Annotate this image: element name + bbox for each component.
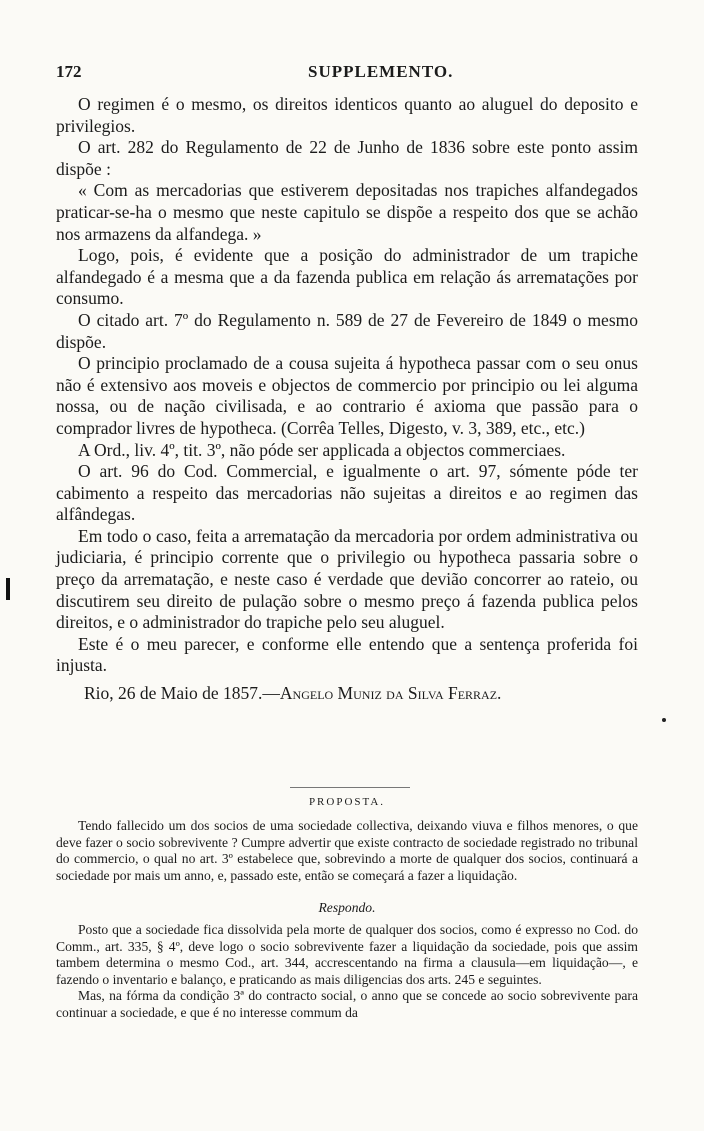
- resposta-text: [56, 922, 638, 1022]
- paragraph: Logo, pois, é evidente que a posição do administrador de um trapiche alfandegado é a mesma que a da fazenda publica em relação ás arrematações por consumo.: [56, 245, 638, 309]
- section-divider: [290, 787, 410, 788]
- signature-name: Angelo Muniz da Silva Ferraz.: [279, 683, 502, 704]
- paragraph: Este é o meu parecer, e conforme elle entendo que a sentença proferida foi injusta.: [56, 633, 638, 676]
- running-title: SUPPLEMENTO.: [308, 62, 454, 81]
- paragraph: Posto que a sociedade fica dissolvida pela morte de qualquer dos socios, como é expresso no Cod. do Comm., art. 335, § 4º, deve logo o socio sobrevivente fazer a liquidação da sociedade, pois que assim tambem determina o mesmo Cod., art. 344, accrescentando na firma a clausula—em liquidação—, e fazendo o inventario e balanço, e praticando as mais diligencias dos arts. 245 e seguintes.: [56, 922, 638, 987]
- proposta-text: [56, 818, 638, 884]
- paragraph: O principio proclamado de a cousa sujeita á hypotheca passar com o seu onus não é extensivo aos moveis e objectos de commercio por principio ou lei alguma nossa, ou de nação civilisada, e ao contrario é axioma que passão para o comprador livres de hypotheca. (Corrêa Telles, Digesto, v. 3, 389, etc., etc.): [56, 353, 638, 438]
- paragraph: O regimen é o mesmo, os direitos identicos quanto ao aluguel do deposito e privilegios.: [56, 94, 638, 136]
- paragraph: O art. 96 do Cod. Commercial, e igualmente o art. 97, sómente póde ter cabimento a respeito das mercadorias não sujeitas a direitos e ao regimen das alfândegas.: [56, 461, 638, 525]
- paragraph: Em todo o caso, feita a arrematação da mercadoria por ordem administrativa ou judiciaria, é principio corrente que o privilegio ou hypotheca passaria sobre o preço da arrematação, e neste caso é verdade que devião concorrer ao rateio, ou discutirem seu direito de pulação sobre o mesmo preço á fazenda publica pelos direitos, e o administrador do trapiche pelo seu aluguel.: [56, 525, 638, 633]
- paragraph: A Ord., liv. 4º, tit. 3º, não póde ser applicada a objectos commerciaes.: [78, 439, 566, 460]
- signature-place-date: Rio, 26 de Maio de 1857.—: [84, 683, 280, 704]
- signature-line: [56, 683, 638, 705]
- ink-dot: [662, 718, 666, 722]
- quotation-paragraph: « Com as mercadorias que estiverem depositadas nos trapiches alfandegados praticar-se-ha o mesmo que neste capitulo se dispõe a respeito dos que se achão nos armazens da alfandega. »: [56, 180, 638, 244]
- paragraph: Tendo fallecido um dos socios de uma sociedade collectiva, deixando viuva e filhos menores, o que deve fazer o socio sobrevivente ? Cumpre advertir que existe contracto de sociedade registrado no tribunal do commercio, o qual no art. 3º estabelece que, sobrevindo a morte de qualquer dos socios, continuará a sociedade por mais um anno, e, passado este, então se começará a fazer a liquidação.: [56, 818, 638, 883]
- paragraph: Mas, na fórma da condição 3ª do contracto social, o anno que se concede ao socio sobrevivente para continuar a sociedade, e que é no interesse commum da: [56, 988, 638, 1020]
- margin-mark: [6, 578, 10, 600]
- paragraph: O citado art. 7º do Regulamento n. 589 de 27 de Fevereiro de 1849 o mesmo dispõe.: [56, 309, 638, 352]
- opinion-text: [56, 94, 638, 705]
- page-number: 172: [56, 62, 82, 81]
- page-header: [56, 62, 636, 86]
- respondo-heading: Respondo.: [318, 900, 376, 915]
- proposta-heading: PROPOSTA.: [308, 796, 386, 808]
- paragraph: O art. 282 do Regulamento de 22 de Junho de 1836 sobre este ponto assim dispõe :: [56, 137, 638, 179]
